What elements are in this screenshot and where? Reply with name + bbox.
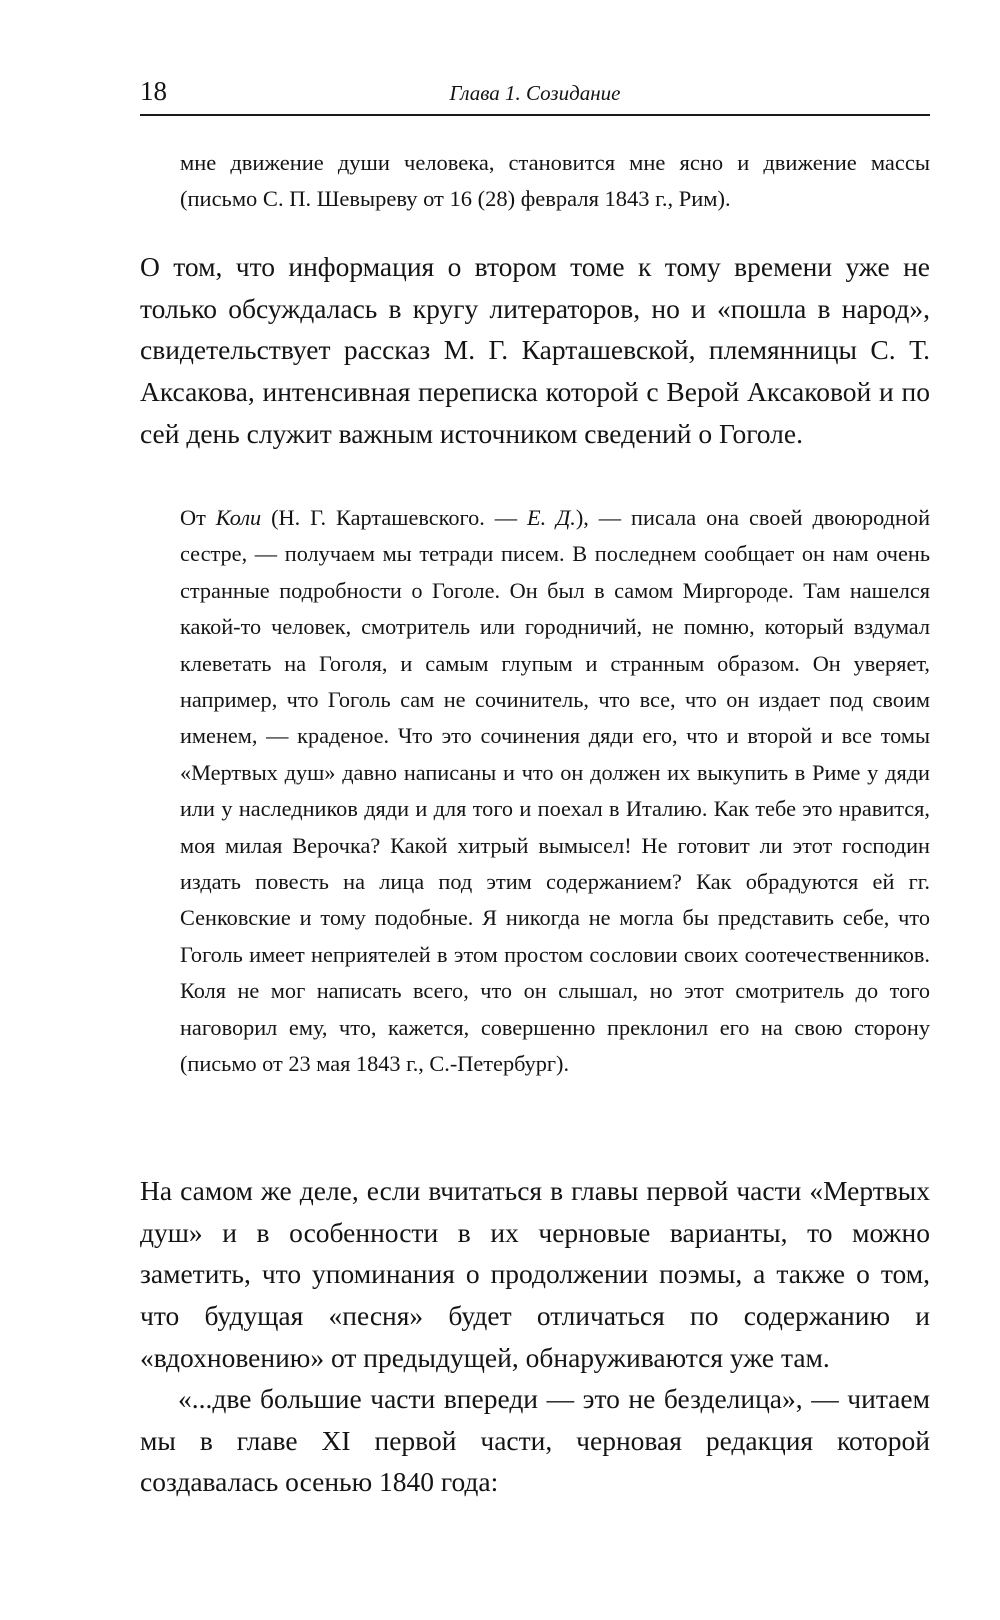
paragraph-drafts-analysis: На самом же деле, если вчитаться в главы первой части «Мертвых душ» и в особенности в их черновые варианты, то можно заметить, что упоминания о продолжении поэмы, а также о том, что будущая «песня» будет отличаться по содержанию и «вдохновению» от предыдущей, обнаруживаются уже там. [140, 1175, 930, 1373]
quote-paren-open: (Н. Г. Карташевского. — [261, 505, 527, 530]
paragraph-second-volume-rumor: О том, что информация о втором томе к тому времени уже не только обсуждалась в кругу литераторов, но и «пошла в народ», свидетельствует рассказ М. Г. Карташевской, племянницы С. Т. Аксакова, интенсивная переписка которой с Верой Аксаковой и по сей день служит важным источником сведений о Гоголе. [140, 251, 930, 449]
paragraph-chapter-xi: «...две большие части впереди — это не безделица», — читаем мы в главе XI первой части, черновая редакция которой создавалась осенью 1840 года: [140, 1383, 930, 1498]
quote-editor-initials: Е. Д. [526, 505, 576, 530]
quote-gogol-letter: мне движение души человека, становится мне ясно и движение массы (письмо С. П. Шевыреву от 16 (28) февраля 1843 г., Рим). [180, 150, 930, 212]
quote-body: ), — писала она своей двоюродной сестре, — получаем мы тетради писем. В последнем сообщает он нам очень странные подробности о Гоголе. Он был в самом Миргороде. Там нашелся какой-то человек, смотритель или городничий, не помню, который вздумал клеветать на Гоголя, и самым глупым и странным образом. Он уверяет, например, что Гоголь сам не сочинитель, что все, что он издает под своим именем, — краденое. Что это сочинения дяди его, что и второй и все томы «Мертвых душ» давно написаны и что он должен их выкупить в Риме у дяди или у наследников дяди и для того и поехал в Италию. Как тебе это нравится, моя милая Верочка? Какой хитрый вымысел! Не готовит ли этот господин издать повесть на лица под этим содержанием? Как обрадуются ей гг. Сенковские и тому подобные. Я никогда не могла бы представить себе, что Гоголь имеет неприятелей в этом простом сословии своих соотечественников. Коля не мог написать всего, что он слышал, но этот смотритель до того наговорил ему, что, кажется, совершенно преклонил его на свою сторону (письмо от 23 мая 1843 г., С.-Петербург). [180, 505, 930, 1077]
page-header [140, 74, 930, 116]
quote-name-koli: Коли [215, 505, 262, 530]
quote-kartashevskaya-letter [180, 500, 930, 1083]
quote-lead: От [180, 505, 216, 530]
page-number: 18 [140, 76, 167, 106]
running-title: Глава 1. Созидание [449, 81, 621, 105]
